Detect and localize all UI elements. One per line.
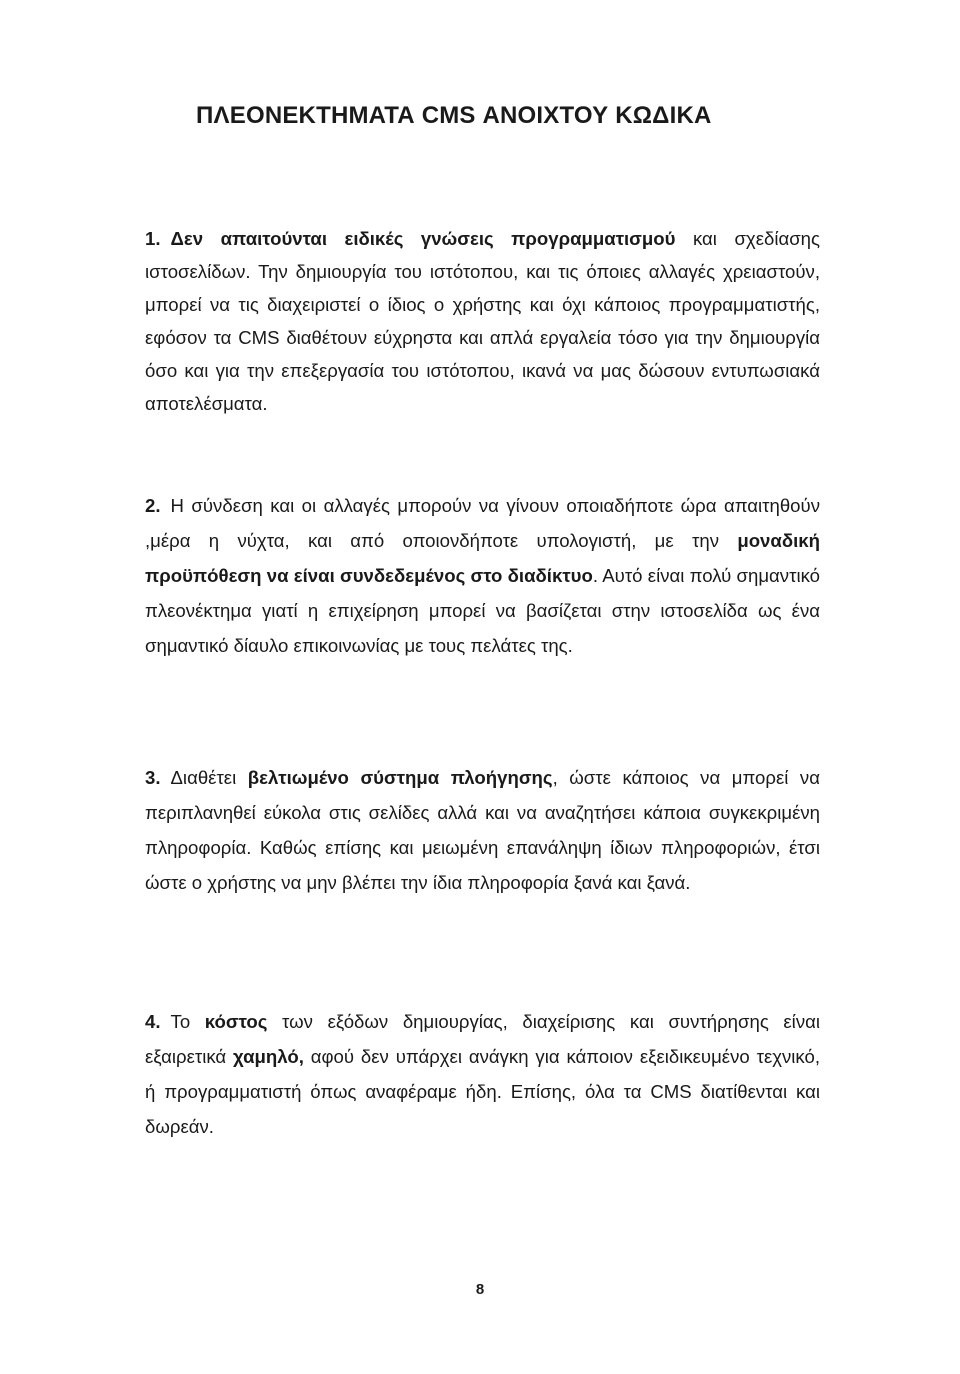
item-text: . Αυτό είναι πολύ σημαντικό πλεονέκτημα γιατί η επιχείρηση μπορεί να βασίζεται στην ιστοσελίδα ως ένα σημαντικό δίαυλο επικοινωνίας με τους πελάτες της. [145,565,820,656]
page-title: ΠΛΕΟΝΕΚΤΗΜΑΤΑ CMS ΑΝΟΙΧΤΟΥ ΚΩΔΙΚΑ [196,102,712,129]
item-text: αφού δεν υπάρχει ανάγκη για κάποιον εξειδικευμένο τεχνικό, ή προγραμματιστή όπως αναφέραμε ήδη. Επίσης, όλα τα CMS διατίθενται και δωρεάν. [145,1046,821,1137]
item-text: Η σύνδεση και οι αλλαγές μπορούν να γίνουν οποιαδήποτε ώρα απαιτηθούν ,μέρα η νύχτα, και από οποιονδήποτε υπολογιστή, με την [145,495,820,551]
list-item-2 [145,488,820,663]
item-number: 3. [145,767,161,788]
item-emphasis: μοναδική προϋπόθεση να είναι συνδεδεμένος στο διαδίκτυο [145,530,820,586]
item-text: Διαθέτει [170,767,248,788]
item-text: και σχεδίασης ιστοσελίδων. Την δημιουργία του ιστότοπου, και τις όποιες αλλαγές χρειαστούν, μπορεί να τις διαχειριστεί ο ίδιος ο χρήστης και όχι κάποιος προγραμματιστής, εφόσον τα CMS διαθέτουν εύχρηστα και απλά εργαλεία τόσο για την δημιουργία όσο και για την επεξεργασία του ιστότοπου, ικανά να μας δώσουν εντυπωσιακά αποτελέσματα. [145,228,820,414]
item-text: , ώστε κάποιος να μπορεί να περιπλανηθεί εύκολα στις σελίδες αλλά και να αναζητήσει κάποια συγκεκριμένη πληροφορία. Καθώς επίσης και μειωμένη επανάληψη ίδιων πληροφοριών, έτσι ώστε ο χρήστης να μην βλέπει την ίδια πληροφορία ξανά και ξανά. [145,767,820,893]
item-emphasis: Δεν απαιτούνται ειδικές γνώσεις προγραμματισμού [170,228,676,249]
item-number: 1. [145,228,161,249]
item-number: 4. [145,1011,161,1032]
list-item-4 [145,1004,820,1144]
page-number: 8 [475,1281,485,1298]
item-emphasis: χαμηλό, [233,1046,304,1067]
list-item-1 [145,222,820,420]
list-item-3 [145,760,820,900]
item-emphasis: κόστος [204,1011,268,1032]
item-emphasis: βελτιωμένο σύστημα πλοήγησης [247,767,553,788]
item-text: των εξόδων δημιουργίας, διαχείρισης και συντήρησης είναι εξαιρετικά [145,1011,820,1067]
item-number: 2. [145,495,161,516]
item-text: Το [170,1011,205,1032]
